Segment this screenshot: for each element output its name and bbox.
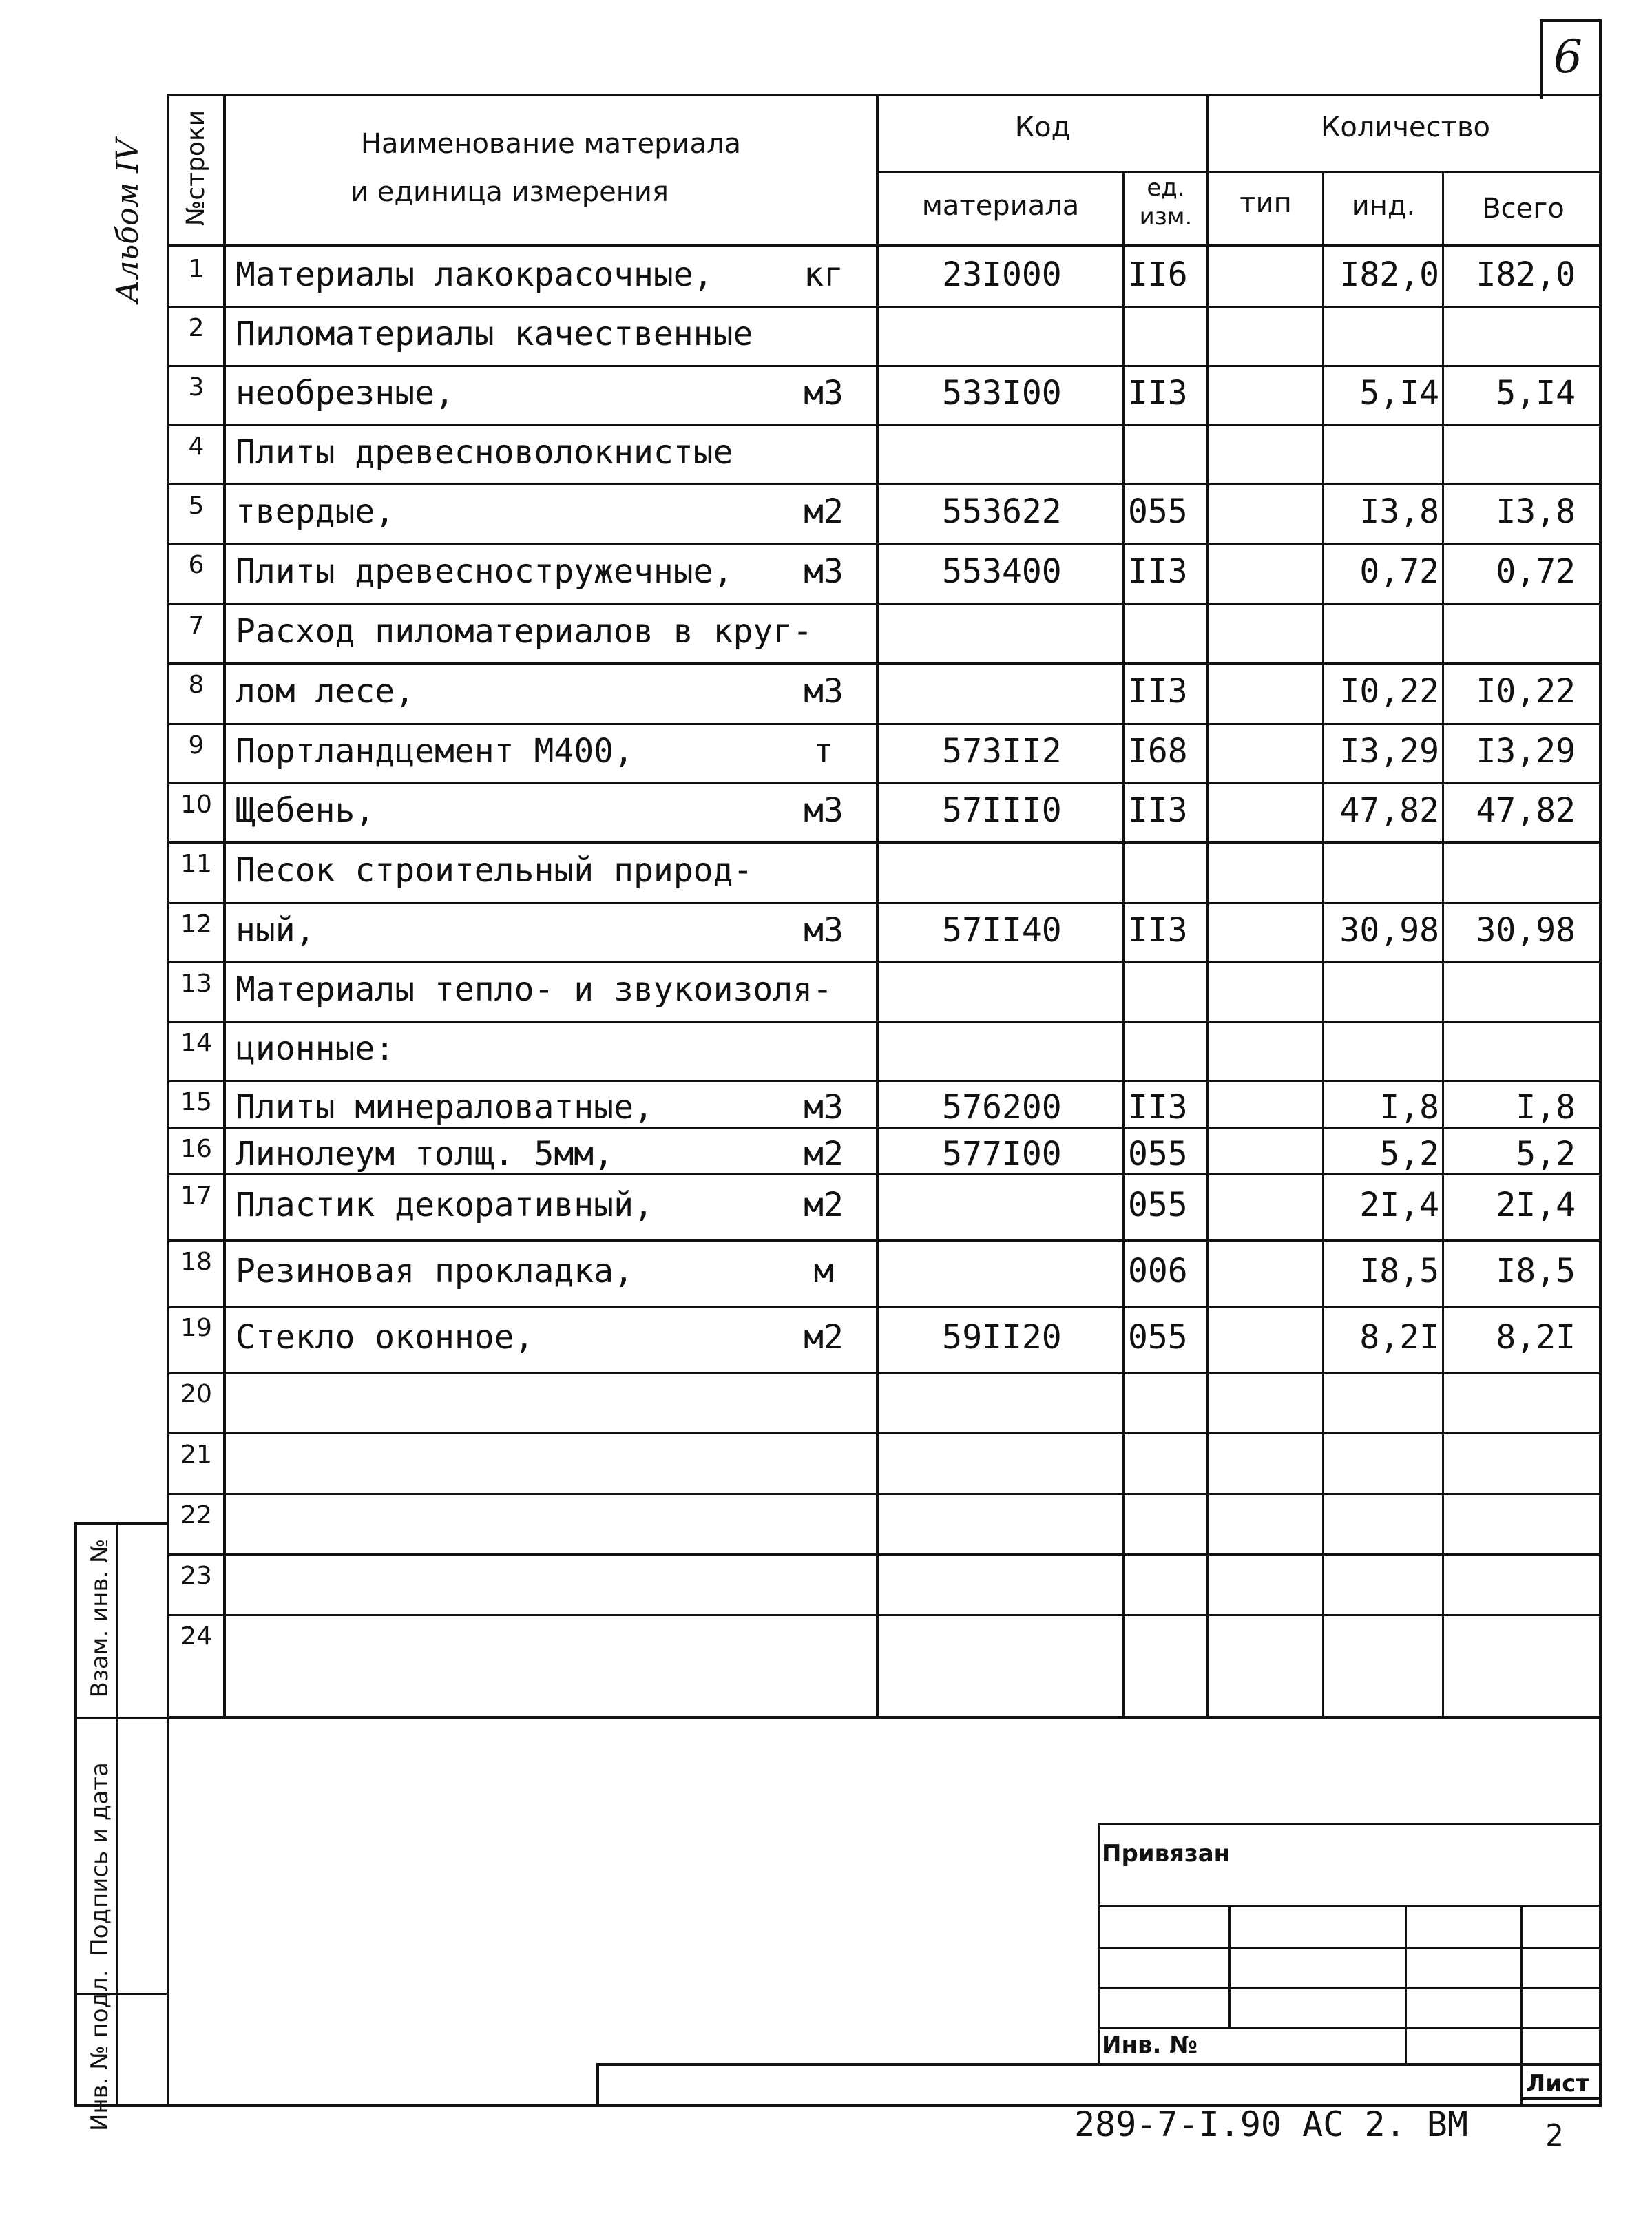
stamp-list-number: 2 (1545, 2118, 1564, 2153)
row-separator (167, 723, 1602, 725)
row-unit: м3 (804, 552, 844, 591)
row-qty-ind: 0,72 (1359, 552, 1439, 591)
header-qty-total: Всего (1482, 193, 1565, 224)
header-qty-type: тип (1240, 187, 1292, 219)
row-number: 6 (188, 551, 205, 579)
row-material-code: 573II2 (942, 732, 1062, 771)
stamp-privyazan: Привязан (1102, 1840, 1231, 1867)
row-name: Линолеум толщ. 5мм, (236, 1135, 614, 1173)
row-material-code: 553622 (942, 492, 1062, 531)
row-unit-code: II3 (1128, 672, 1188, 711)
row-separator (167, 841, 1602, 844)
row-unit-code: II3 (1128, 374, 1188, 412)
header-name-line1: Наименование материала (360, 128, 742, 160)
row-material-code: 23I000 (942, 255, 1062, 294)
row-material-code: 57II40 (942, 911, 1062, 950)
row-number: 23 (180, 1562, 212, 1590)
row-unit-code: II6 (1128, 255, 1188, 294)
row-qty-ind: 8,2I (1359, 1318, 1439, 1357)
row-unit: м2 (804, 1186, 844, 1224)
row-material-code: 576200 (942, 1088, 1062, 1127)
row-number: 17 (180, 1182, 212, 1210)
row-material-code: 57III0 (942, 791, 1062, 830)
row-qty-total: 30,98 (1476, 911, 1576, 950)
row-number: 18 (180, 1248, 212, 1276)
row-unit: кг (804, 255, 844, 294)
row-number: 15 (180, 1088, 212, 1116)
row-qty-ind: 5,I4 (1359, 374, 1439, 412)
row-separator (167, 543, 1602, 545)
row-separator (167, 306, 1602, 308)
lower-frame (167, 1716, 1602, 2107)
row-number: 19 (180, 1314, 212, 1342)
row-unit: м (813, 1252, 834, 1290)
row-separator (167, 603, 1602, 605)
row-number: 3 (188, 373, 205, 401)
row-unit: м3 (804, 911, 844, 950)
header-code-unit-1: ед. (1147, 174, 1185, 202)
row-number: 13 (180, 970, 212, 998)
row-material-code: 59II20 (942, 1318, 1062, 1357)
row-qty-total: 0,72 (1496, 552, 1576, 591)
row-qty-total: I8,5 (1496, 1252, 1576, 1290)
row-unit: м2 (804, 492, 844, 531)
row-separator (167, 424, 1602, 426)
row-separator (167, 1493, 1602, 1495)
row-name: Расход пиломатериалов в круг- (236, 612, 813, 651)
row-name: Плиты древесностружечные, (236, 552, 733, 591)
row-number: 4 (188, 432, 205, 461)
row-qty-ind: I3,29 (1339, 732, 1439, 771)
row-name: ционные: (236, 1029, 395, 1068)
row-qty-ind: 5,2 (1379, 1135, 1439, 1173)
header-name-line2: и единица измерения (351, 176, 669, 208)
row-unit-code: II3 (1128, 791, 1188, 830)
row-name: Плиты минераловатные, (236, 1088, 654, 1127)
row-unit-code: II3 (1128, 552, 1188, 591)
row-number: 24 (180, 1622, 212, 1651)
row-qty-ind: I8,5 (1359, 1252, 1439, 1290)
row-unit: м2 (804, 1318, 844, 1357)
row-qty-ind: 47,82 (1339, 791, 1439, 830)
row-qty-total: I,8 (1516, 1088, 1576, 1127)
row-separator (167, 1432, 1602, 1434)
header-code: Код (1014, 112, 1071, 143)
row-qty-total: 8,2I (1496, 1318, 1576, 1357)
row-unit-code: 055 (1128, 1135, 1188, 1173)
row-unit-code: II3 (1128, 1088, 1188, 1127)
row-qty-total: I3,29 (1476, 732, 1576, 771)
row-qty-total: 47,82 (1476, 791, 1576, 830)
row-number: 20 (180, 1380, 212, 1408)
row-qty-total: I3,8 (1496, 492, 1576, 531)
row-number: 8 (188, 671, 205, 699)
row-unit: т (813, 732, 834, 771)
row-number: 5 (188, 492, 205, 520)
row-number: 14 (180, 1029, 212, 1057)
row-name: Пиломатериалы качественные (236, 315, 753, 353)
row-material-code: 553400 (942, 552, 1062, 591)
header-qty-ind: инд. (1351, 190, 1416, 222)
row-name: Портландцемент М400, (236, 732, 634, 771)
row-name: твердые, (236, 492, 395, 531)
podpis-data-label: Подпись и дата (86, 1762, 114, 1956)
row-separator (167, 961, 1602, 963)
row-unit-code: 055 (1128, 1318, 1188, 1357)
row-name: Материалы тепло- и звукоизоля- (236, 970, 833, 1009)
row-name: Песок строительный природ- (236, 851, 753, 890)
row-separator (167, 483, 1602, 485)
row-separator (167, 1021, 1602, 1023)
row-qty-ind: 30,98 (1339, 911, 1439, 950)
row-qty-ind: 2I,4 (1359, 1186, 1439, 1224)
stamp-document-code: 289-7-I.90 АС 2. ВМ (1074, 2104, 1468, 2144)
row-unit: м3 (804, 374, 844, 412)
row-separator (167, 1553, 1602, 1556)
row-qty-ind: I0,22 (1339, 672, 1439, 711)
header-code-material: материала (921, 190, 1080, 222)
header-quantity: Количество (1320, 112, 1490, 143)
row-separator (167, 1306, 1602, 1308)
row-separator (167, 782, 1602, 784)
row-qty-ind: I3,8 (1359, 492, 1439, 531)
header-row-number: №строки (182, 109, 210, 227)
header-code-unit-2: изм. (1139, 203, 1193, 231)
row-number: 7 (188, 611, 205, 640)
row-unit-code: I68 (1128, 732, 1188, 771)
row-qty-ind: I,8 (1379, 1088, 1439, 1127)
row-separator (167, 1614, 1602, 1616)
row-number: 9 (188, 731, 205, 760)
row-unit-code: II3 (1128, 911, 1188, 950)
row-number: 11 (180, 850, 212, 878)
row-name: Резиновая прокладка, (236, 1252, 634, 1290)
row-qty-total: 5,2 (1516, 1135, 1576, 1173)
row-material-code: 577I00 (942, 1135, 1062, 1173)
row-qty-total: I82,0 (1476, 255, 1576, 294)
row-number: 21 (180, 1441, 212, 1469)
row-separator (167, 1239, 1602, 1242)
row-separator (167, 1372, 1602, 1374)
inv-podl-label: Инв. № подл. (86, 1969, 114, 2131)
row-separator (167, 1173, 1602, 1175)
row-name: необрезные, (236, 374, 454, 412)
row-number: 2 (188, 314, 205, 342)
row-separator (167, 365, 1602, 367)
row-material-code: 533I00 (942, 374, 1062, 412)
row-separator (167, 662, 1602, 665)
row-unit: м3 (804, 1088, 844, 1127)
row-number: 12 (180, 910, 212, 939)
row-name: Стекло оконное, (236, 1318, 534, 1357)
row-number: 10 (180, 791, 212, 819)
row-unit-code: 055 (1128, 1186, 1188, 1224)
row-number: 22 (180, 1501, 212, 1529)
row-unit: м2 (804, 1135, 844, 1173)
row-name: Щебень, (236, 791, 375, 830)
row-unit-code: 055 (1128, 492, 1188, 531)
row-unit-code: 006 (1128, 1252, 1188, 1290)
row-name: Материалы лакокрасочные, (236, 255, 713, 294)
row-number: 1 (188, 255, 205, 283)
row-qty-total: 2I,4 (1496, 1186, 1576, 1224)
row-name: Плиты древесноволокнистые (236, 433, 733, 472)
row-unit: м3 (804, 791, 844, 830)
row-unit: м3 (804, 672, 844, 711)
row-name: Пластик декоративный, (236, 1186, 654, 1224)
album-label: Альбом IV (110, 138, 145, 303)
sheet-number: 6 (1554, 30, 1582, 83)
vzam-inv-label: Взам. инв. № (86, 1538, 114, 1698)
stamp-list-label: Лист (1526, 2070, 1589, 2097)
row-qty-total: I0,22 (1476, 672, 1576, 711)
row-qty-total: 5,I4 (1496, 374, 1576, 412)
row-separator (167, 902, 1602, 904)
row-separator (167, 1127, 1602, 1129)
table-bottom-line (167, 1716, 1602, 1719)
stamp-inv-no: Инв. № (1102, 2031, 1198, 2059)
row-number: 16 (180, 1135, 212, 1163)
row-name: ный, (236, 911, 315, 950)
row-separator (167, 1080, 1602, 1082)
row-name: лом лесе, (236, 672, 415, 711)
row-qty-ind: I82,0 (1339, 255, 1439, 294)
